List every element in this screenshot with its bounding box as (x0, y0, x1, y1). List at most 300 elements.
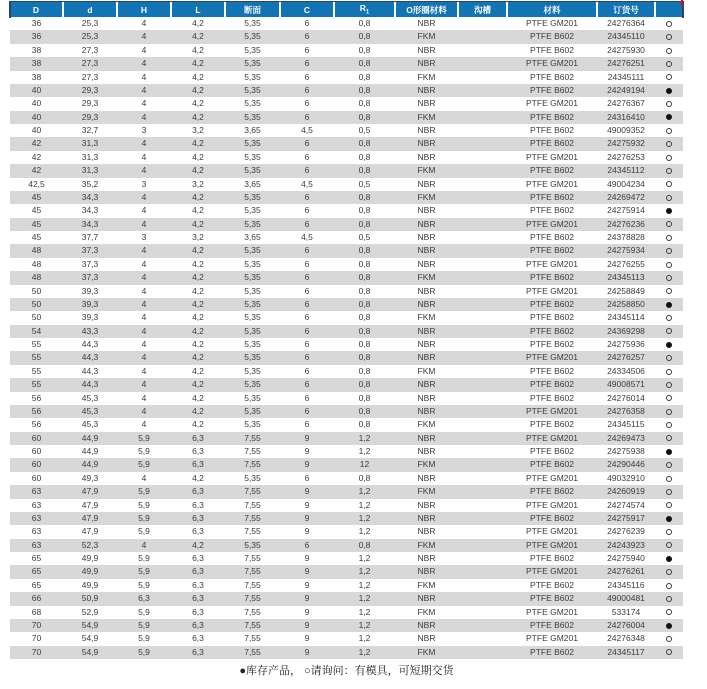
table-cell: 24276364 (607, 18, 645, 28)
table-cell: PTFE GM201 (526, 472, 578, 483)
table-cell: 4 (141, 165, 147, 176)
table-cell: 5,9 (138, 619, 150, 630)
table-cell: 4,2 (192, 111, 204, 122)
table-cell: 9 (304, 646, 310, 657)
table-cell (458, 405, 507, 418)
table-cell: 54,9 (81, 646, 99, 657)
table-cell: 9 (304, 593, 310, 604)
table-cell (458, 97, 507, 110)
table-cell (458, 84, 507, 97)
table-cell: NBR (417, 339, 436, 349)
table-cell: 6,3 (192, 619, 204, 630)
inquire-hollow-icon (666, 649, 672, 655)
table-row (10, 592, 683, 605)
table-cell: 0,8 (358, 44, 371, 55)
table-row (10, 365, 683, 378)
table-row (10, 552, 683, 565)
table-cell: 1,2 (358, 646, 371, 657)
table-row (10, 244, 683, 257)
table-cell: 4,2 (192, 325, 204, 336)
inquire-hollow-icon (666, 48, 672, 54)
table-cell: 6,3 (192, 459, 204, 470)
table-cell: 5,35 (244, 325, 261, 336)
table-cell: 31,3 (81, 165, 99, 176)
table-row (10, 458, 683, 471)
status-cell (655, 124, 683, 137)
table-cell: PTFE B602 (530, 553, 574, 563)
inquire-hollow-icon (666, 168, 672, 174)
table-cell: 7,55 (244, 606, 261, 617)
table-cell: NBR (417, 593, 436, 604)
table-cell: 6 (304, 31, 310, 42)
table-cell: NBR (417, 58, 436, 69)
table-cell: 0,8 (358, 18, 371, 28)
table-cell: 44,3 (81, 352, 99, 363)
inquire-hollow-icon (666, 529, 672, 535)
table-row (10, 298, 683, 311)
table-cell: 63 (31, 526, 42, 537)
table-cell: 24276236 (607, 218, 645, 229)
table-cell: PTFE GM201 (526, 405, 578, 416)
table-cell: 24275940 (607, 553, 645, 563)
table-cell: 4,2 (192, 18, 204, 28)
table-cell (458, 512, 507, 525)
table-cell (458, 178, 507, 191)
table-cell: 66 (31, 593, 42, 604)
table-cell: 1,2 (358, 633, 371, 644)
table-cell (458, 271, 507, 284)
table-cell: 24275938 (607, 446, 645, 456)
table-cell: 4,2 (192, 419, 204, 430)
status-cell (655, 258, 683, 271)
stock-filled-icon (666, 114, 672, 120)
table-cell (458, 137, 507, 150)
table-cell: 4 (141, 405, 147, 416)
table-row (10, 191, 683, 204)
table-cell: FKM (417, 165, 436, 176)
table-cell: PTFE B602 (530, 392, 574, 403)
table-cell: NBR (417, 392, 436, 403)
table-cell: 0,8 (358, 379, 371, 390)
table-cell: 4,2 (192, 31, 204, 42)
table-cell: 5,9 (138, 553, 150, 563)
table-cell: 55 (31, 339, 42, 349)
table-cell: 4 (141, 191, 147, 202)
table-cell (458, 124, 507, 137)
table-row (10, 30, 683, 43)
table-cell: 42 (31, 165, 42, 176)
table-cell: 6,3 (192, 512, 204, 523)
table-cell: 4,2 (192, 539, 204, 550)
table-cell: 24345115 (607, 419, 645, 430)
table-cell: 4 (141, 539, 147, 550)
table-cell: 31,3 (81, 138, 99, 149)
table-cell: 7,55 (244, 512, 261, 523)
table-cell: 24249194 (607, 84, 645, 95)
table-cell: 4 (141, 111, 147, 122)
table-cell: 5,35 (244, 151, 261, 162)
table-row (10, 579, 683, 592)
table-cell: 24345111 (607, 71, 645, 82)
table-cell: 6 (304, 339, 310, 349)
table-cell: NBR (417, 151, 436, 162)
table-cell: 56 (31, 392, 42, 403)
table-cell: 5,35 (244, 84, 261, 95)
table-cell: 48 (31, 272, 42, 283)
table-cell: 34,3 (81, 218, 99, 229)
table-cell (458, 30, 507, 43)
inquire-hollow-icon (666, 489, 672, 495)
table-cell: 24275936 (607, 339, 645, 349)
table-cell: 40 (31, 84, 42, 95)
table-cell: 24276014 (607, 392, 645, 403)
inquire-hollow-icon (666, 288, 672, 294)
table-cell: PTFE B602 (530, 165, 574, 176)
table-cell: 0,8 (358, 218, 371, 229)
table-cell: NBR (417, 285, 436, 296)
table-cell: 3,65 (244, 232, 261, 242)
table-cell: 0,8 (358, 138, 371, 149)
table-cell: 1,2 (358, 512, 371, 523)
table-cell (458, 231, 507, 244)
status-cell (655, 178, 683, 191)
table-cell: 0,5 (358, 178, 371, 189)
table-row (10, 632, 683, 645)
table-cell: 43,3 (81, 325, 99, 336)
table-cell: 3,65 (244, 125, 261, 135)
table-cell: 6 (304, 258, 310, 269)
table-cell: 0,8 (358, 285, 371, 296)
table-row (10, 646, 683, 659)
inquire-hollow-icon (666, 315, 672, 321)
table-cell: 4,2 (192, 258, 204, 269)
table-cell: 5,9 (138, 459, 150, 470)
table-row (10, 71, 683, 84)
table-cell: 56 (31, 419, 42, 430)
table-cell: 0,8 (358, 245, 371, 256)
table-cell: 6,3 (192, 446, 204, 456)
table-cell: 0,8 (358, 352, 371, 363)
table-cell: PTFE B602 (530, 419, 574, 430)
table-cell: 70 (31, 619, 42, 630)
page-edge-red-mark (681, 0, 683, 6)
table-cell: 49009352 (607, 125, 645, 135)
inquire-hollow-icon (666, 369, 672, 375)
inquire-hollow-icon (666, 101, 672, 107)
table-cell: 24345116 (607, 579, 645, 590)
table-cell: 36 (31, 31, 42, 42)
table-cell: 39,3 (81, 312, 99, 323)
status-cell (655, 218, 683, 231)
table-cell: 4,5 (301, 178, 313, 189)
table-cell: 37,3 (81, 258, 99, 269)
table-cell: 24345112 (607, 165, 645, 176)
table-cell: 4,2 (192, 339, 204, 349)
table-cell: 4 (141, 379, 147, 390)
column-header-9: 材料 (507, 2, 597, 17)
table-cell: 3,2 (192, 125, 204, 135)
table-cell: NBR (417, 44, 436, 55)
table-cell: 24269473 (607, 432, 645, 443)
table-cell: 0,8 (358, 258, 371, 269)
table-cell: 4 (141, 365, 147, 376)
table-cell: 9 (304, 633, 310, 644)
table-cell: 6 (304, 405, 310, 416)
table-cell: 29,3 (81, 98, 99, 109)
table-row (10, 325, 683, 338)
status-cell (655, 84, 683, 97)
table-cell: 9 (304, 579, 310, 590)
table-cell: NBR (417, 218, 436, 229)
table-cell: 24276255 (607, 258, 645, 269)
table-cell: 4,2 (192, 405, 204, 416)
table-cell: 70 (31, 646, 42, 657)
table-cell: 7,55 (244, 526, 261, 537)
table-cell: 4 (141, 339, 147, 349)
table-cell: 44,3 (81, 339, 99, 349)
table-cell: FKM (417, 646, 436, 657)
table-row (10, 378, 683, 391)
table-cell: 4,5 (301, 125, 313, 135)
table-cell: 5,35 (244, 18, 261, 28)
inquire-hollow-icon (666, 409, 672, 415)
table-cell: 7,55 (244, 593, 261, 604)
table-cell: PTFE B602 (530, 646, 574, 657)
table-cell: 4 (141, 205, 147, 216)
table-cell: 45,3 (81, 405, 99, 416)
table-cell: 65 (31, 566, 42, 577)
table-cell: 9 (304, 619, 310, 630)
table-cell: NBR (417, 633, 436, 644)
table-cell: FKM (417, 31, 436, 42)
table-row (10, 405, 683, 418)
table-cell: NBR (417, 526, 436, 537)
inquire-hollow-icon (666, 141, 672, 147)
table-cell: 4,2 (192, 365, 204, 376)
status-cell (655, 151, 683, 164)
table-cell: 37,3 (81, 245, 99, 256)
inquire-hollow-icon (666, 195, 672, 201)
table-cell: 4 (141, 58, 147, 69)
table-cell: PTFE GM201 (526, 18, 578, 28)
table-cell (458, 17, 507, 30)
table-cell: 63 (31, 539, 42, 550)
table-cell: FKM (417, 539, 436, 550)
table-cell: 42 (31, 151, 42, 162)
stock-filled-icon (666, 516, 672, 522)
table-cell: 5,35 (244, 272, 261, 283)
column-header-5: C (280, 2, 334, 17)
table-cell: 7,55 (244, 553, 261, 563)
table-cell: 4 (141, 352, 147, 363)
table-cell: 7,55 (244, 619, 261, 630)
table-cell: 6 (304, 352, 310, 363)
table-cell: 50 (31, 298, 42, 309)
table-cell: 47,9 (81, 499, 99, 510)
table-cell: 6,3 (192, 606, 204, 617)
table-cell: 6 (304, 419, 310, 430)
table-cell: 533174 (611, 606, 641, 617)
table-cell: NBR (417, 352, 436, 363)
table-cell: 45 (31, 205, 42, 216)
column-header-3: L (171, 2, 225, 17)
inquire-hollow-icon (666, 476, 672, 482)
table-cell: 6 (304, 165, 310, 176)
table-cell: 39,3 (81, 298, 99, 309)
table-cell: PTFE GM201 (526, 566, 578, 577)
table-cell: 0,8 (358, 111, 371, 122)
table-cell: 24275932 (607, 138, 645, 149)
table-row (10, 445, 683, 458)
table-cell: 27,3 (81, 58, 99, 69)
table-cell: PTFE GM201 (526, 58, 578, 69)
status-cell (655, 325, 683, 338)
table-cell: FKM (417, 459, 436, 470)
inquire-hollow-icon (666, 596, 672, 602)
table-cell: 24276257 (607, 352, 645, 363)
table-cell: PTFE GM201 (526, 499, 578, 510)
table-cell: 5,35 (244, 352, 261, 363)
table-cell: 9 (304, 606, 310, 617)
table-cell (458, 311, 507, 324)
table-cell: 24260919 (607, 486, 645, 497)
status-cell (655, 365, 683, 378)
table-cell: 1,2 (358, 553, 371, 563)
table-row (10, 499, 683, 512)
table-cell: 6,3 (192, 633, 204, 644)
table-cell: 9 (304, 512, 310, 523)
table-cell: 6,3 (192, 566, 204, 577)
stock-filled-icon (666, 342, 672, 348)
table-cell: PTFE B602 (530, 579, 574, 590)
table-cell (458, 244, 507, 257)
table-cell: PTFE B602 (530, 298, 574, 309)
table-cell: 32,7 (81, 125, 99, 135)
column-header-4: 断面 (225, 2, 280, 17)
stock-filled-icon (666, 556, 672, 562)
table-cell: FKM (417, 579, 436, 590)
stock-filled-icon (666, 208, 672, 214)
table-cell: 4 (141, 312, 147, 323)
table-cell: 5,35 (244, 218, 261, 229)
table-cell (458, 338, 507, 351)
status-cell (655, 271, 683, 284)
table-cell: 9 (304, 526, 310, 537)
inquire-hollow-icon (666, 21, 672, 27)
table-cell: 25,3 (81, 31, 99, 42)
table-cell: PTFE GM201 (526, 151, 578, 162)
table-cell: 0,8 (358, 298, 371, 309)
table-cell: FKM (417, 419, 436, 430)
table-cell: 4,2 (192, 352, 204, 363)
table-cell: 6 (304, 205, 310, 216)
table-cell: 9 (304, 432, 310, 443)
status-cell (655, 164, 683, 177)
table-cell: 7,55 (244, 432, 261, 443)
table-cell: 4 (141, 18, 147, 28)
status-cell (655, 619, 683, 632)
table-cell (458, 164, 507, 177)
table-row (10, 392, 683, 405)
table-cell (458, 565, 507, 578)
table-cell (458, 539, 507, 552)
table-cell: PTFE GM201 (526, 98, 578, 109)
table-cell (458, 44, 507, 57)
table-cell: 6 (304, 191, 310, 202)
table-cell: 60 (31, 459, 42, 470)
table-cell: 5,9 (138, 526, 150, 537)
table-cell: 9 (304, 446, 310, 456)
inquire-hollow-icon (666, 355, 672, 361)
status-cell (655, 44, 683, 57)
table-cell: 6,3 (192, 499, 204, 510)
table-cell: 24276004 (607, 619, 645, 630)
table-cell: 6 (304, 98, 310, 109)
inquire-hollow-icon (666, 502, 672, 508)
table-cell (458, 204, 507, 217)
table-cell: 4 (141, 285, 147, 296)
table-cell: 6 (304, 392, 310, 403)
table-cell: 0,8 (358, 165, 371, 176)
table-cell: 6 (304, 58, 310, 69)
inquire-hollow-icon (666, 435, 672, 441)
table-cell: 9 (304, 566, 310, 577)
table-cell: 0,8 (358, 272, 371, 283)
table-cell: 7,55 (244, 579, 261, 590)
table-cell (458, 619, 507, 632)
table-cell (458, 552, 507, 565)
table-row (10, 351, 683, 364)
table-cell: 7,55 (244, 646, 261, 657)
inquire-hollow-icon (666, 275, 672, 281)
table-cell: PTFE GM201 (526, 352, 578, 363)
table-cell: PTFE B602 (530, 44, 574, 55)
table-cell: 5,9 (138, 606, 150, 617)
table-cell: 36 (31, 18, 42, 28)
table-cell: 4,2 (192, 165, 204, 176)
table-cell: 4,2 (192, 245, 204, 256)
table-cell: 4,2 (192, 151, 204, 162)
table-cell: 6,3 (192, 486, 204, 497)
table-cell: 5,9 (138, 499, 150, 510)
table-cell: 5,35 (244, 165, 261, 176)
table-cell: PTFE B602 (530, 31, 574, 42)
table-cell: 24334506 (607, 365, 645, 376)
table-cell: 0,8 (358, 151, 371, 162)
table-cell: 5,35 (244, 111, 261, 122)
table-cell: 4,2 (192, 205, 204, 216)
table-cell: 4,5 (301, 232, 313, 242)
table-row (10, 111, 683, 124)
table-cell: 45 (31, 232, 42, 242)
table-cell: PTFE B602 (530, 138, 574, 149)
table-cell (458, 325, 507, 338)
table-cell: 49,3 (81, 472, 99, 483)
table-cell (458, 298, 507, 311)
table-head (10, 2, 683, 17)
table-row (10, 178, 683, 191)
table-cell: 6 (304, 151, 310, 162)
table-cell: 38 (31, 71, 42, 82)
table-cell (458, 445, 507, 458)
table-cell (458, 57, 507, 70)
table-cell (458, 418, 507, 431)
table-cell: PTFE B602 (530, 486, 574, 497)
table-cell: 9 (304, 486, 310, 497)
status-cell (655, 632, 683, 645)
table-cell: 3,2 (192, 232, 204, 242)
table-cell: FKM (417, 111, 436, 122)
